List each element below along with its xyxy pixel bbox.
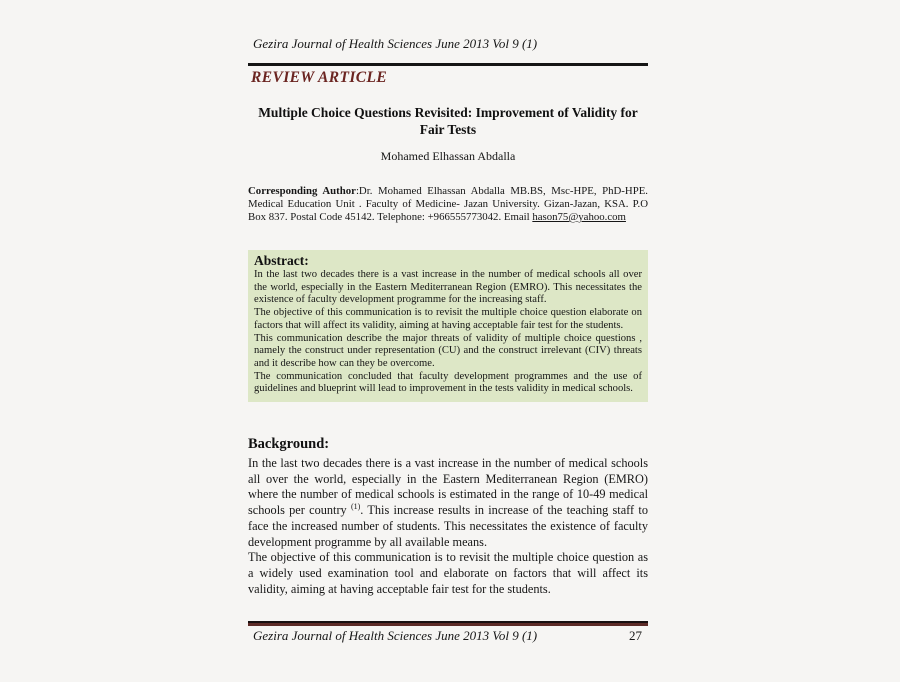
abstract-paragraph: The communication concluded that faculty development programmes and the use of guidelines and blueprint will lead to improvement in the tests validity in medical schools. — [254, 370, 642, 395]
header-divider-rule — [248, 63, 648, 66]
author-name: Mohamed Elhassan Abdalla — [380, 149, 516, 163]
abstract-paragraph: The objective of this communication is to revisit the multiple choice question elaborate on factors that will affect its validity, aiming at having acceptable fair test for the students. — [254, 307, 642, 331]
abstract-paragraph: In the last two decades there is a vast increase in the number of medical schools all over the world, especially in the Eastern Mediterranean Region (EMRO). This necessitates the existence of faculty development programme for the increasing staff. — [254, 269, 642, 306]
corresponding-author-label: Corresponding Author — [248, 185, 356, 197]
abstract-paragraph: This communication describe the major threats of validity of multiple choice questions , namely the construct under representation (CU) and the construct irrelevant (CIV) threats and it describe how can they be overcome. — [254, 332, 642, 369]
background-paragraph-text: . This increase results in increase of the teaching staff to face the increased number of students. This necessitates the existence of faculty development programme by all available means. — [248, 503, 648, 549]
page-number: 27 — [629, 628, 642, 643]
background-paragraph-text: In the last two decades there is a vast increase in the number of medical schools all over the world, especially in the Eastern Mediterranean Region (EMRO) where the number of medical schools is estimated in the range of 10-49 medical schools per country — [248, 456, 648, 518]
footer-divider-rule — [248, 621, 648, 626]
background-paragraph — [248, 456, 648, 550]
corresponding-author-details: :Dr. Mohamed Elhassan Abdalla MB.BS, Msc-HPE, PhD-HPE. Medical Education Unit . Faculty of Medicine- Jazan University. Gizan-Jazan, KSA. P.O Box 837. Postal Code 45142. Telephone: +966555773042. Email — [248, 185, 649, 223]
section-label-review-article: REVIEW ARTICLE — [251, 69, 388, 86]
content-column — [248, 0, 648, 597]
corresponding-author-block — [248, 185, 648, 224]
background-paragraph: The objective of this communication is to revisit the multiple choice question as a widely used examination tool and elaborate on factors that will affect its validity, aiming at having acceptable fair test for the students. — [248, 550, 648, 596]
page-footer — [248, 621, 648, 644]
footer-row — [248, 628, 648, 644]
background-heading: Background: — [248, 436, 330, 453]
background-section-body — [248, 456, 648, 597]
citation-superscript: (1) — [350, 502, 361, 512]
footer-journal-title: Gezira Journal of Health Sciences June 2013 Vol 9 (1) — [253, 628, 538, 643]
abstract-heading: Abstract: — [254, 253, 309, 268]
article-title: Multiple Choice Questions Revisited: Improvement of Validity for Fair Tests — [258, 105, 638, 137]
author-email-link[interactable]: hason75@yahoo.com — [532, 211, 626, 223]
abstract-section — [248, 250, 648, 402]
running-header-journal-title: Gezira Journal of Health Sciences June 2013 Vol 9 (1) — [253, 36, 538, 51]
